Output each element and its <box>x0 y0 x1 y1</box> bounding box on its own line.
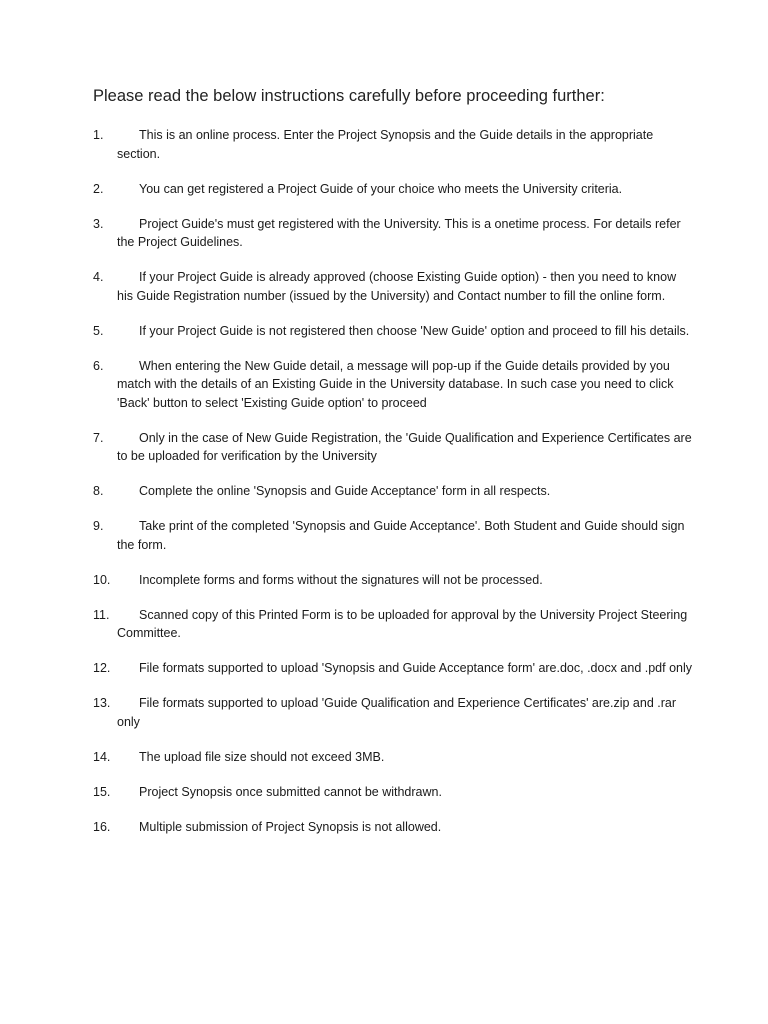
list-item <box>93 748 693 767</box>
list-item <box>93 517 693 554</box>
list-item <box>93 571 693 590</box>
item-text: You can get registered a Project Guide of your choice who meets the University criteria. <box>139 181 623 196</box>
list-item <box>93 268 693 305</box>
list-item <box>93 783 693 802</box>
item-number: 13. <box>93 696 111 710</box>
list-item <box>93 606 693 643</box>
item-text: File formats supported to upload 'Guide Qualification and Experience Certificates' are.zip and .rar only <box>117 696 676 729</box>
item-number: 2. <box>93 181 104 196</box>
list-item <box>93 357 693 413</box>
list-item <box>93 126 693 163</box>
item-number: 16. <box>93 819 111 834</box>
list-item <box>93 482 693 501</box>
item-number: 8. <box>93 484 104 498</box>
item-number: 14. <box>93 749 111 764</box>
item-number: 12. <box>93 661 111 675</box>
item-number: 7. <box>93 430 104 445</box>
list-item <box>93 429 693 466</box>
item-text: The upload file size should not exceed 3MB. <box>139 749 385 764</box>
item-number: 10. <box>93 572 111 587</box>
item-text: When entering the New Guide detail, a message will pop-up if the Guide details provided by you match with the details of an Existing Guide in the University database. In such case you need to click 'Back' button to select 'Existing Guide option' to proceed <box>117 358 674 410</box>
item-text: Multiple submission of Project Synopsis is not allowed. <box>139 819 442 834</box>
item-text: File formats supported to upload 'Synopsis and Guide Acceptance form' are.doc, .docx and .pdf only <box>139 661 693 675</box>
list-item <box>93 694 693 731</box>
list-item <box>93 322 693 341</box>
item-text: Project Synopsis once submitted cannot be withdrawn. <box>139 784 442 799</box>
page-title: Please read the below instructions carefully before proceeding further: <box>93 87 605 105</box>
item-number: 4. <box>93 270 104 284</box>
item-number: 1. <box>93 128 104 142</box>
instruction-list <box>93 126 693 853</box>
item-text: Project Guide's must get registered with the University. This is a onetime process. For details refer the Project Guidelines. <box>117 216 681 249</box>
item-number: 6. <box>93 358 104 373</box>
item-number: 15. <box>93 784 111 799</box>
item-number: 3. <box>93 216 104 231</box>
item-text: Only in the case of New Guide Registration, the 'Guide Qualification and Experience Certificates are to be uploaded for verification by the University <box>117 430 692 463</box>
item-text: Complete the online 'Synopsis and Guide Acceptance' form in all respects. <box>139 484 551 498</box>
item-number: 5. <box>93 323 104 338</box>
item-text: Scanned copy of this Printed Form is to be uploaded for approval by the University Project Steering Committee. <box>117 607 688 640</box>
list-item <box>93 215 693 252</box>
item-number: 9. <box>93 519 104 533</box>
list-item <box>93 818 693 837</box>
item-text: Take print of the completed 'Synopsis and Guide Acceptance'. Both Student and Guide should sign the form. <box>117 519 685 552</box>
item-text: If your Project Guide is not registered then choose 'New Guide' option and proceed to fill his details. <box>139 323 690 338</box>
item-text: Incomplete forms and forms without the signatures will not be processed. <box>139 572 543 587</box>
item-text: If your Project Guide is already approved (choose Existing Guide option) - then you need to know his Guide Registration number (issued by the University) and Contact number to fill the online form. <box>117 270 677 303</box>
list-item <box>93 659 693 678</box>
item-number: 11. <box>93 607 110 622</box>
list-item <box>93 180 693 199</box>
item-text: This is an online process. Enter the Project Synopsis and the Guide details in the appropriate section. <box>117 128 654 161</box>
